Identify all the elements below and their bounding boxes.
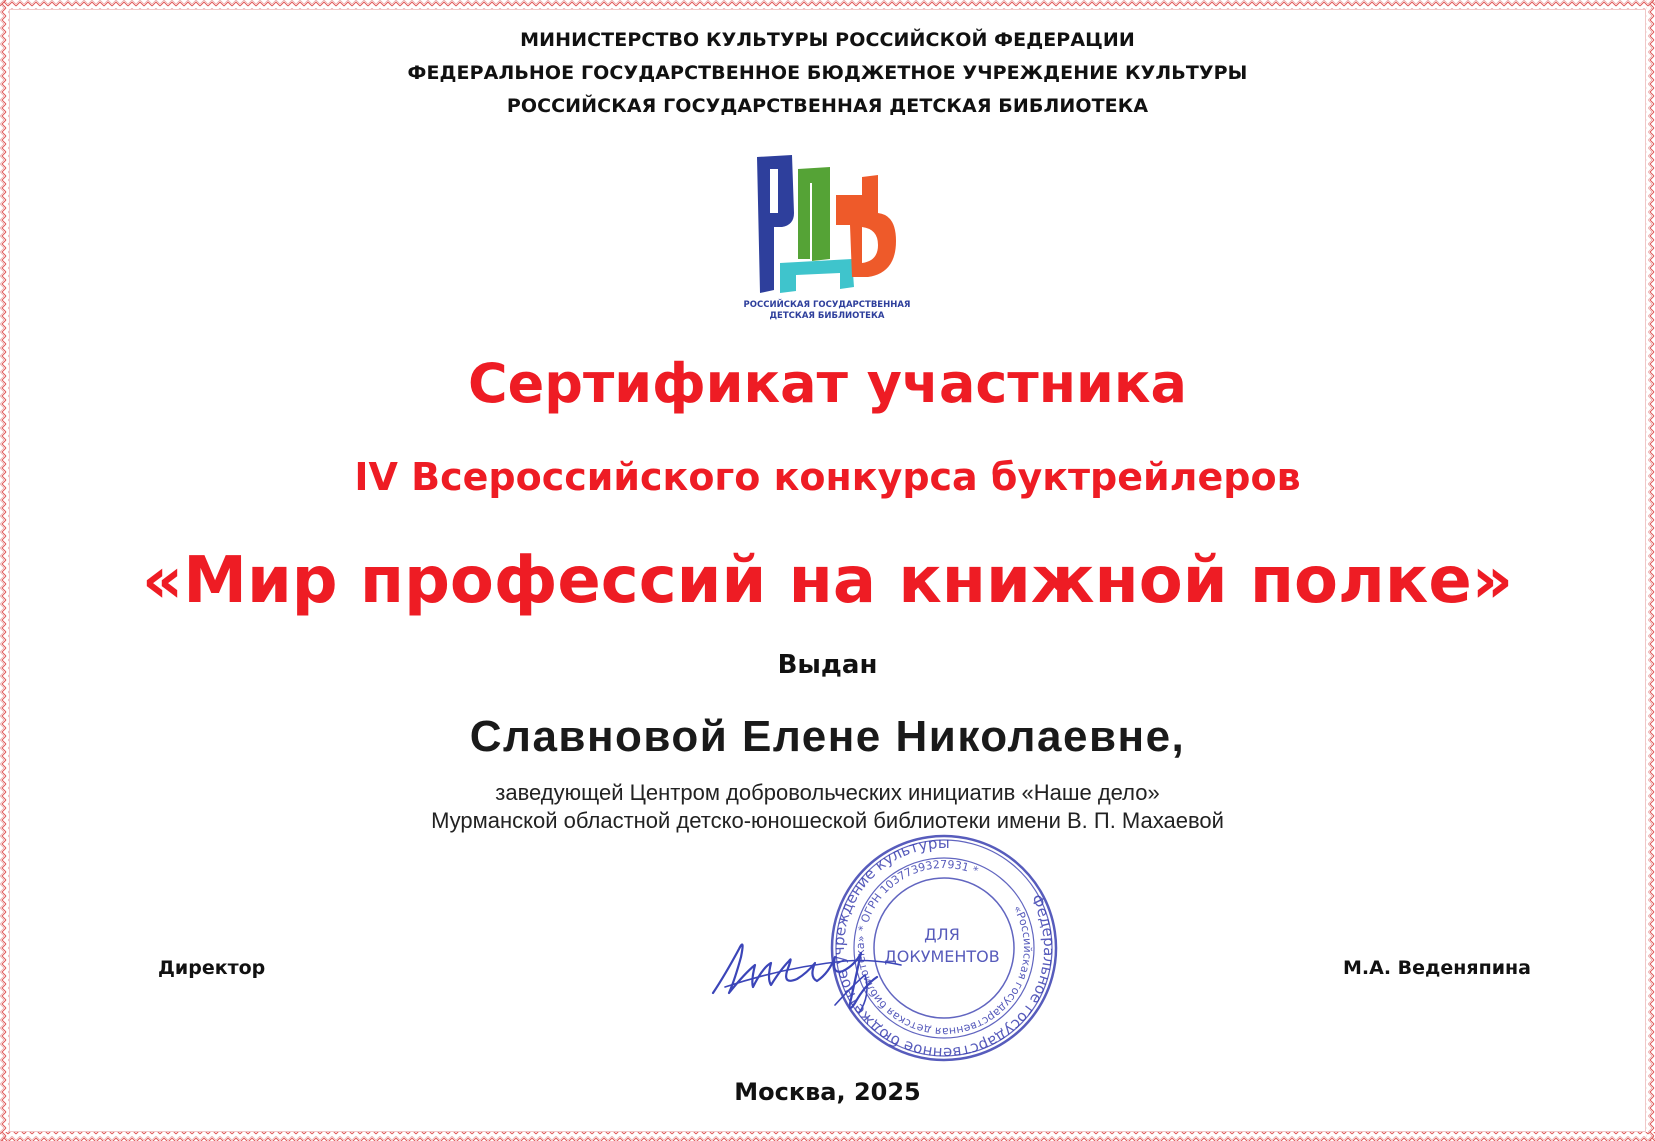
logo-caption-line1: РОССИЙСКАЯ ГОСУДАРСТВЕННАЯ [743, 300, 911, 310]
contest-subtitle: IV Всероссийского конкурса буктрейлеров [354, 455, 1301, 499]
header-ministry: МИНИСТЕРСТВО КУЛЬТУРЫ РОССИЙСКОЙ ФЕДЕРАЦИИ [520, 29, 1135, 51]
library-logo [743, 155, 911, 330]
city-year: Москва, 2025 [734, 1078, 921, 1106]
recipient-name: Славновой Елене Николаевне, [469, 712, 1186, 761]
director-signature [705, 915, 945, 1025]
certificate-title: Сертификат участника [468, 352, 1187, 415]
header-library-name: РОССИЙСКАЯ ГОСУДАРСТВЕННАЯ ДЕТСКАЯ БИБЛИОТЕКА [506, 95, 1149, 117]
logo-caption-line2: ДЕТСКАЯ БИБЛИОТЕКА [769, 311, 885, 321]
stamp-inner-text: «Российская государственная детская библиотека» * ОГРН 1037739327931 * [853, 857, 1035, 1039]
signature-role: Директор [158, 957, 266, 979]
signer-name: М.А. Веденяпина [1343, 957, 1531, 979]
issued-label: Выдан [777, 650, 878, 680]
stamp-outer-text: Федеральное государственное бюджетное учреждение культуры [829, 833, 1059, 1063]
recipient-organization: Мурманской областной детско-юношеской библиотеки имени В. П. Махаевой [431, 808, 1224, 833]
stamp-center-line1: ДЛЯ [924, 925, 960, 944]
header-institution-type: ФЕДЕРАЛЬНОЕ ГОСУДАРСТВЕННОЕ БЮДЖЕТНОЕ УЧРЕЖДЕНИЕ КУЛЬТУРЫ [407, 62, 1248, 84]
contest-name: «Мир профессий на книжной полке» [141, 544, 1514, 618]
recipient-position: заведующей Центром добровольческих инициатив «Наше дело» [495, 780, 1160, 805]
stamp-center-line2: ДОКУМЕНТОВ [884, 947, 1000, 966]
